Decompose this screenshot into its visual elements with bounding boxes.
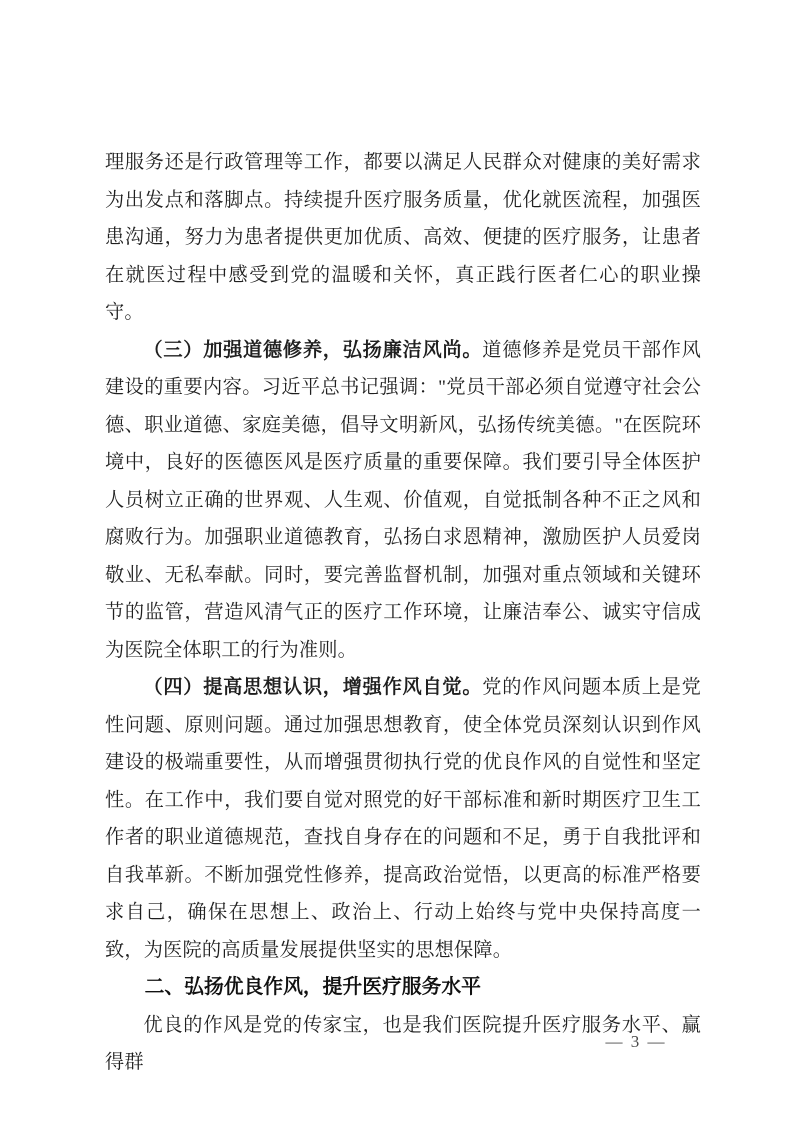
paragraph-bold-lead: （四）提高思想认识，增强作风自觉。 <box>143 677 483 698</box>
document-body <box>105 144 701 1082</box>
section-heading: 二、弘扬优良作风，提升医疗服务水平 <box>144 976 481 998</box>
paragraph-bold-lead: （三）加强道德修养，弘扬廉洁风尚。 <box>143 339 483 361</box>
paragraph-text: 道德修养是党员干部作风建设的重要内容。习近平总书记强调："党员干部必须自觉遵守社会公德、职业道德、家庭美德，倡导文明新风，弘扬传统美德。"在医院环境中，良好的医德医风是医疗质量的重要保障。我们要引导全体医护人员树立正确的世界观、人生观、价值观，自觉抵制各种不正之风和腐败行为。加强职业道德教育，弘扬白求恩精神，激励医护人员爱岗敬业、无私奉献。同时，要完善监督机制，加强对重点领域和关键环节的监管，营造风清气正的医疗工作环境，让廉洁奉公、诚实守信成为医院全体职工的行为准则。 <box>105 339 701 661</box>
paragraph-text: 优良的作风是党的传家宝，也是我们医院提升医疗服务水平、赢得群 <box>105 1014 701 1073</box>
paragraph-item-3 <box>105 332 701 670</box>
page-number: — 3 — <box>605 1032 667 1051</box>
paragraph-text: 党的作风问题本质上是党性问题、原则问题。通过加强思想教育，使全体党员深刻认识到作风建设的极端重要性，从而增强贯彻执行党的优良作风的自觉性和坚定性。在工作中，我们要自觉对照党的好干部标准和新时期医疗卫生工作者的职业道德规范，查找自身存在的问题和不足，勇于自我批评和自我革新。不断加强党性修养，提高政治觉悟，以更高的标准严格要求自己，确保在思想上、政治上、行动上始终与党中央保持高度一致，为医院的高质量发展提供坚实的思想保障。 <box>105 677 701 961</box>
paragraph-item-4 <box>105 669 701 969</box>
paragraph-continuation <box>105 144 701 332</box>
paragraph-text: 理服务还是行政管理等工作，都要以满足人民群众对健康的美好需求为出发点和落脚点。持续提升医疗服务质量，优化就医流程，加强医患沟通，努力为患者提供更加优质、高效、便捷的医疗服务，让患者在就医过程中感受到党的温暖和关怀，真正践行医者仁心的职业操守。 <box>105 152 701 323</box>
